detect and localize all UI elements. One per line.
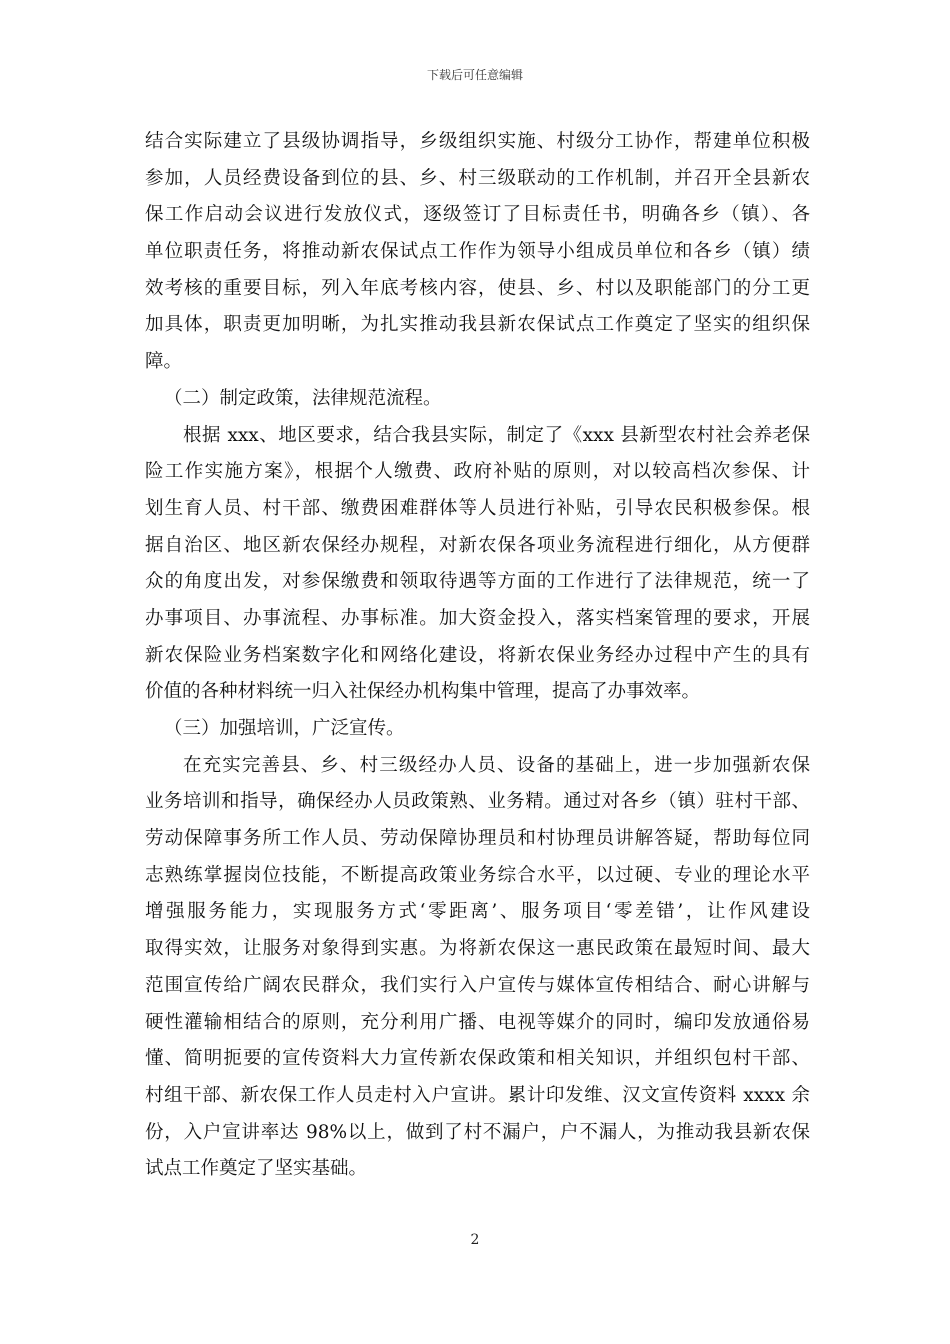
text-line: 划生育人员、村干部、缴费困难群体等人员进行补贴，引导农民积极参保。根 — [145, 497, 810, 519]
text-line: 懂、简明扼要的宣传资料大力宣传新农保政策和相关知识，并组织包村干部、 — [145, 1048, 810, 1070]
text-line: 保工作启动会议进行发放仪式，逐级签订了目标责任书，明确各乡（镇）、各 — [145, 204, 810, 226]
text-line: 志熟练掌握岗位技能，不断提高政策业务综合水平，以过硬、专业的理论水平 — [145, 864, 810, 886]
section-heading: （三）加强培训，广泛宣传。 — [164, 718, 405, 739]
document-body — [145, 124, 810, 1188]
text-line: 参加，人员经费设备到位的县、乡、村三级联动的工作机制，并召开全县新农 — [145, 167, 810, 189]
text-line: 硬性灌输相结合的原则，充分利用广播、电视等媒介的同时，编印发放通俗易 — [145, 1011, 810, 1033]
text-line: 试点工作奠定了坚实基础。 — [145, 1158, 368, 1180]
text-line: 劳动保障事务所工作人员、劳动保障协理员和村协理员讲解答疑，帮助每位同 — [145, 828, 810, 850]
section-heading: （二）制定政策，法律规范流程。 — [164, 387, 442, 409]
text-line: 加具体，职责更加明晰，为扎实推动我县新农保试点工作奠定了坚实的组织保 — [145, 314, 810, 336]
text-line: 单位职责任务，将推动新农保试点工作作为领导小组成员单位和各乡（镇）绩 — [145, 241, 810, 263]
text-line: 众的角度出发，对参保缴费和领取待遇等方面的工作进行了法律规范，统一了 — [145, 571, 810, 593]
text-line: 效考核的重要目标，列入年底考核内容，使县、乡、村以及职能部门的分工更 — [145, 277, 810, 299]
text-line: 增强服务能力，实现服务方式‘零距离’、服务项目‘零差错’，让作风建设 — [145, 901, 810, 923]
text-line: 村组干部、新农保工作人员走村入户宣讲。累计印发维、汉文宣传资料 xxxx 余 — [145, 1084, 810, 1106]
page-header: 下载后可任意编辑 — [426, 68, 523, 82]
text-line: 业务培训和指导，确保经办人员政策熟、业务精。通过对各乡（镇）驻村干部、 — [145, 791, 810, 813]
text-line: 份，入户宣讲率达 98%以上，做到了村不漏户，户不漏人，为推动我县新农保 — [145, 1121, 810, 1143]
text-line: 办事项目、办事流程、办事标准。加大资金投入，落实档案管理的要求，开展 — [145, 607, 810, 629]
text-line: 取得实效，让服务对象得到实惠。为将新农保这一惠民政策在最短时间、最大 — [145, 938, 810, 960]
text-line: 新农保险业务档案数字化和网络化建设，将新农保业务经办过程中产生的具有 — [145, 644, 810, 666]
text-line: 险工作实施方案》，根据个人缴费、政府补贴的原则，对以较高档次参保、计 — [145, 461, 810, 483]
text-line: 范围宣传给广阔农民群众，我们实行入户宣传与媒体宣传相结合、耐心讲解与 — [145, 974, 810, 996]
text-line: 结合实际建立了县级协调指导，乡级组织实施、村级分工协作，帮建单位积极 — [145, 131, 810, 152]
text-line: 据自治区、地区新农保经办规程，对新农保各项业务流程进行细化，从方便群 — [145, 534, 810, 556]
text-line: 障。 — [145, 351, 183, 373]
text-line: 价值的各种材料统一归入社保经办机构集中管理，提高了办事效率。 — [145, 681, 701, 703]
page-number: 2 — [470, 1232, 480, 1248]
text-line: 在充实完善县、乡、村三级经办人员、设备的基础上，进一步加强新农保 — [183, 754, 810, 776]
text-line: 根据 xxx、地区要求，结合我县实际，制定了《xxx 县新型农村社会养老保 — [183, 424, 810, 446]
